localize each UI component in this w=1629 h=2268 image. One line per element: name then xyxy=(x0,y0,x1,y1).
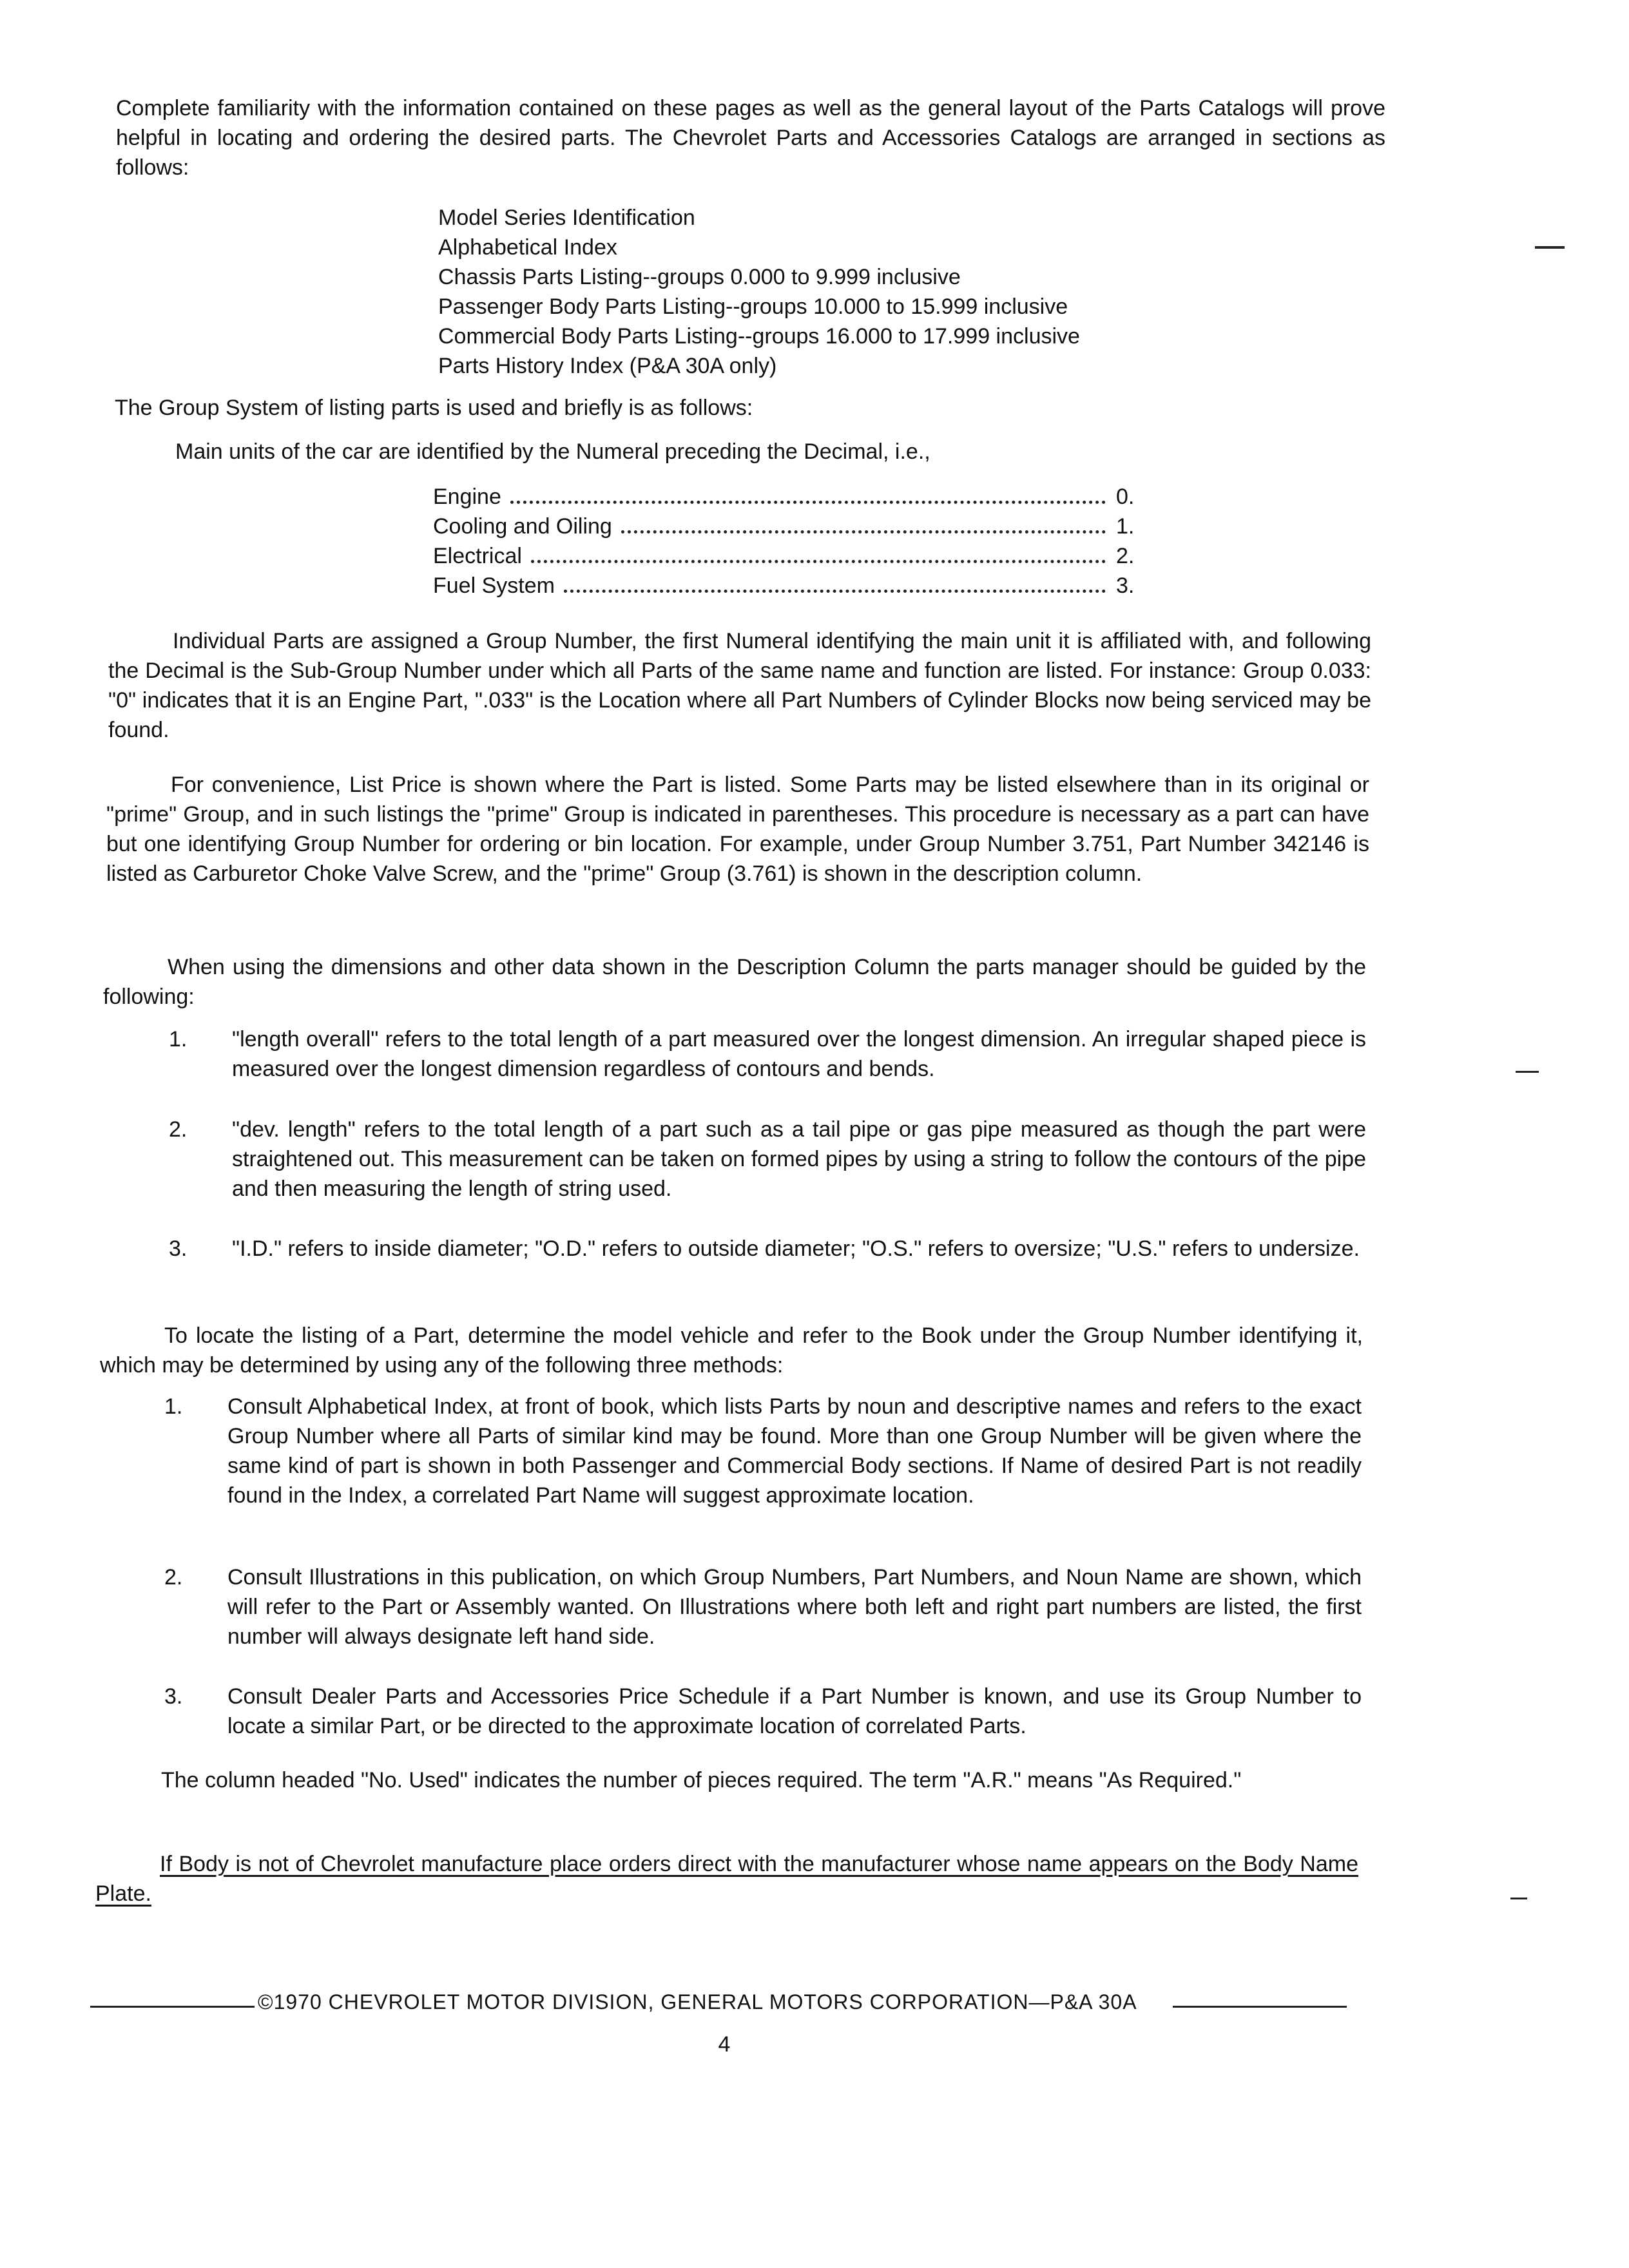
item-text: "dev. length" refers to the total length of a part such as a tail pipe or gas pipe measured as though the part were straightened out. This measurement can be taken on formed pipes by using a string to follow the contours of the pipe and then measuring the length of string used. xyxy=(232,1117,1366,1201)
unit-label: Cooling and Oiling xyxy=(433,514,612,539)
dot-leader xyxy=(621,530,1106,533)
item-number: 3. xyxy=(169,1236,188,1261)
intro-paragraph: Complete familiarity with the information contained on these pages as well as the general layout of the Parts Catalogs will prove helpful in locating and ordering the desired parts. The Chevrolet Parts and Accessories Catalogs are arranged in sections as follows: xyxy=(116,96,1385,180)
unit-row xyxy=(433,571,1142,601)
page-number: 4 xyxy=(718,2032,731,2057)
locate-paragraph: To locate the listing of a Part, determine the model vehicle and refer to the Book under the Group Number identifying it, which may be determined by using any of the following three methods: xyxy=(100,1323,1363,1378)
unit-number: 3. xyxy=(1116,573,1135,598)
unit-number: 1. xyxy=(1116,514,1135,539)
item-text: "length overall" refers to the total length of a part measured over the longest dimension. An irregular shaped piece is measured over the longest dimension regardless of contours and bends. xyxy=(232,1027,1366,1081)
dimensions-paragraph: When using the dimensions and other data shown in the Description Column the parts manager should be guided by the following: xyxy=(103,955,1366,1009)
dot-leader xyxy=(510,501,1106,504)
item-number: 1. xyxy=(164,1394,183,1419)
dot-leader xyxy=(564,590,1106,593)
copyright-footer: ©1970 CHEVROLET MOTOR DIVISION, GENERAL MOTORS CORPORATION—P&A 30A xyxy=(258,1990,1137,2013)
sections-list xyxy=(438,203,1276,381)
item-number: 3. xyxy=(164,1684,183,1709)
dot-leader xyxy=(531,560,1106,563)
unit-number: 0. xyxy=(1116,485,1135,509)
unit-label: Engine xyxy=(433,485,501,509)
section-item: Chassis Parts Listing--groups 0.000 to 9.999 inclusive xyxy=(438,265,961,289)
individual-parts-paragraph: Individual Parts are assigned a Group Number, the first Numeral identifying the main unit it is affiliated with, and following the Decimal is the Sub-Group Number under which all Parts of the same name and function are listed. For instance: Group 0.033: "0" indicates that it is an Engine Part, ".033" is the Location where all Part Numbers of Cylinder Blocks now being serviced may be found. xyxy=(108,629,1371,742)
item-text: Consult Alphabetical Index, at front of book, which lists Parts by noun and descriptive names and refers to the exact Group Number where all Parts of similar kind may be found. More than one Group Number will be given where the same kind of part is shown in both Passenger and Commercial Body sections. If Name of desired Part is not readily found in the Index, a correlated Part Name will suggest approximate location. xyxy=(227,1394,1362,1508)
body-notice-paragraph: If Body is not of Chevrolet manufacture place orders direct with the manufacturer whose name appears on the Body Name Plate. xyxy=(95,1852,1358,1906)
footer-rule-left xyxy=(90,2006,255,2008)
margin-dash xyxy=(1510,1898,1527,1899)
unit-label: Fuel System xyxy=(433,573,555,598)
margin-dash xyxy=(1516,1071,1539,1073)
unit-label: Electrical xyxy=(433,544,522,568)
section-item: Alphabetical Index xyxy=(438,235,617,260)
section-item: Parts History Index (P&A 30A only) xyxy=(438,354,777,378)
section-item: Commercial Body Parts Listing--groups 16.000 to 17.999 inclusive xyxy=(438,324,1080,349)
section-item: Model Series Identification xyxy=(438,206,695,230)
item-number: 2. xyxy=(169,1117,188,1142)
units-list xyxy=(433,482,1142,601)
footer-rule-right xyxy=(1173,2006,1347,2008)
unit-number: 2. xyxy=(1116,544,1135,568)
item-text: Consult Dealer Parts and Accessories Price Schedule if a Part Number is known, and use its Group Number to locate a similar Part, or be directed to the approximate location of correlated Parts. xyxy=(227,1684,1362,1738)
item-text: "I.D." refers to inside diameter; "O.D." refers to outside diameter; "O.S." refers to oversize; "U.S." refers to undersize. xyxy=(232,1236,1360,1261)
section-item: Passenger Body Parts Listing--groups 10.000 to 15.999 inclusive xyxy=(438,294,1068,319)
margin-dash xyxy=(1535,246,1565,249)
no-used-paragraph: The column headed "No. Used" indicates the number of pieces required. The term "A.R." means "As Required." xyxy=(161,1768,1242,1792)
convenience-paragraph: For convenience, List Price is shown where the Part is listed. Some Parts may be listed elsewhere than in its original or "prime" Group, and in such listings the "prime" Group is indicated in parentheses. This procedure is necessary as a part can have but one identifying Group Number for ordering or bin location. For example, under Group Number 3.751, Part Number 342146 is listed as Carburetor Choke Valve Screw, and the "prime" Group (3.761) is shown in the description column. xyxy=(106,773,1369,886)
item-number: 1. xyxy=(169,1027,188,1052)
item-number: 2. xyxy=(164,1565,183,1590)
unit-row xyxy=(433,541,1142,571)
unit-row xyxy=(433,512,1142,541)
main-units-line: Main units of the car are identified by the Numeral preceding the Decimal, i.e., xyxy=(175,439,930,464)
item-text: Consult Illustrations in this publication, on which Group Numbers, Part Numbers, and Noun Name are shown, which will refer to the Part or Assembly wanted. On Illustrations where both left and right part numbers are listed, the first number will always designate left hand side. xyxy=(227,1565,1362,1649)
unit-row xyxy=(433,482,1142,512)
group-system-line: The Group System of listing parts is used and briefly is as follows: xyxy=(115,396,753,420)
